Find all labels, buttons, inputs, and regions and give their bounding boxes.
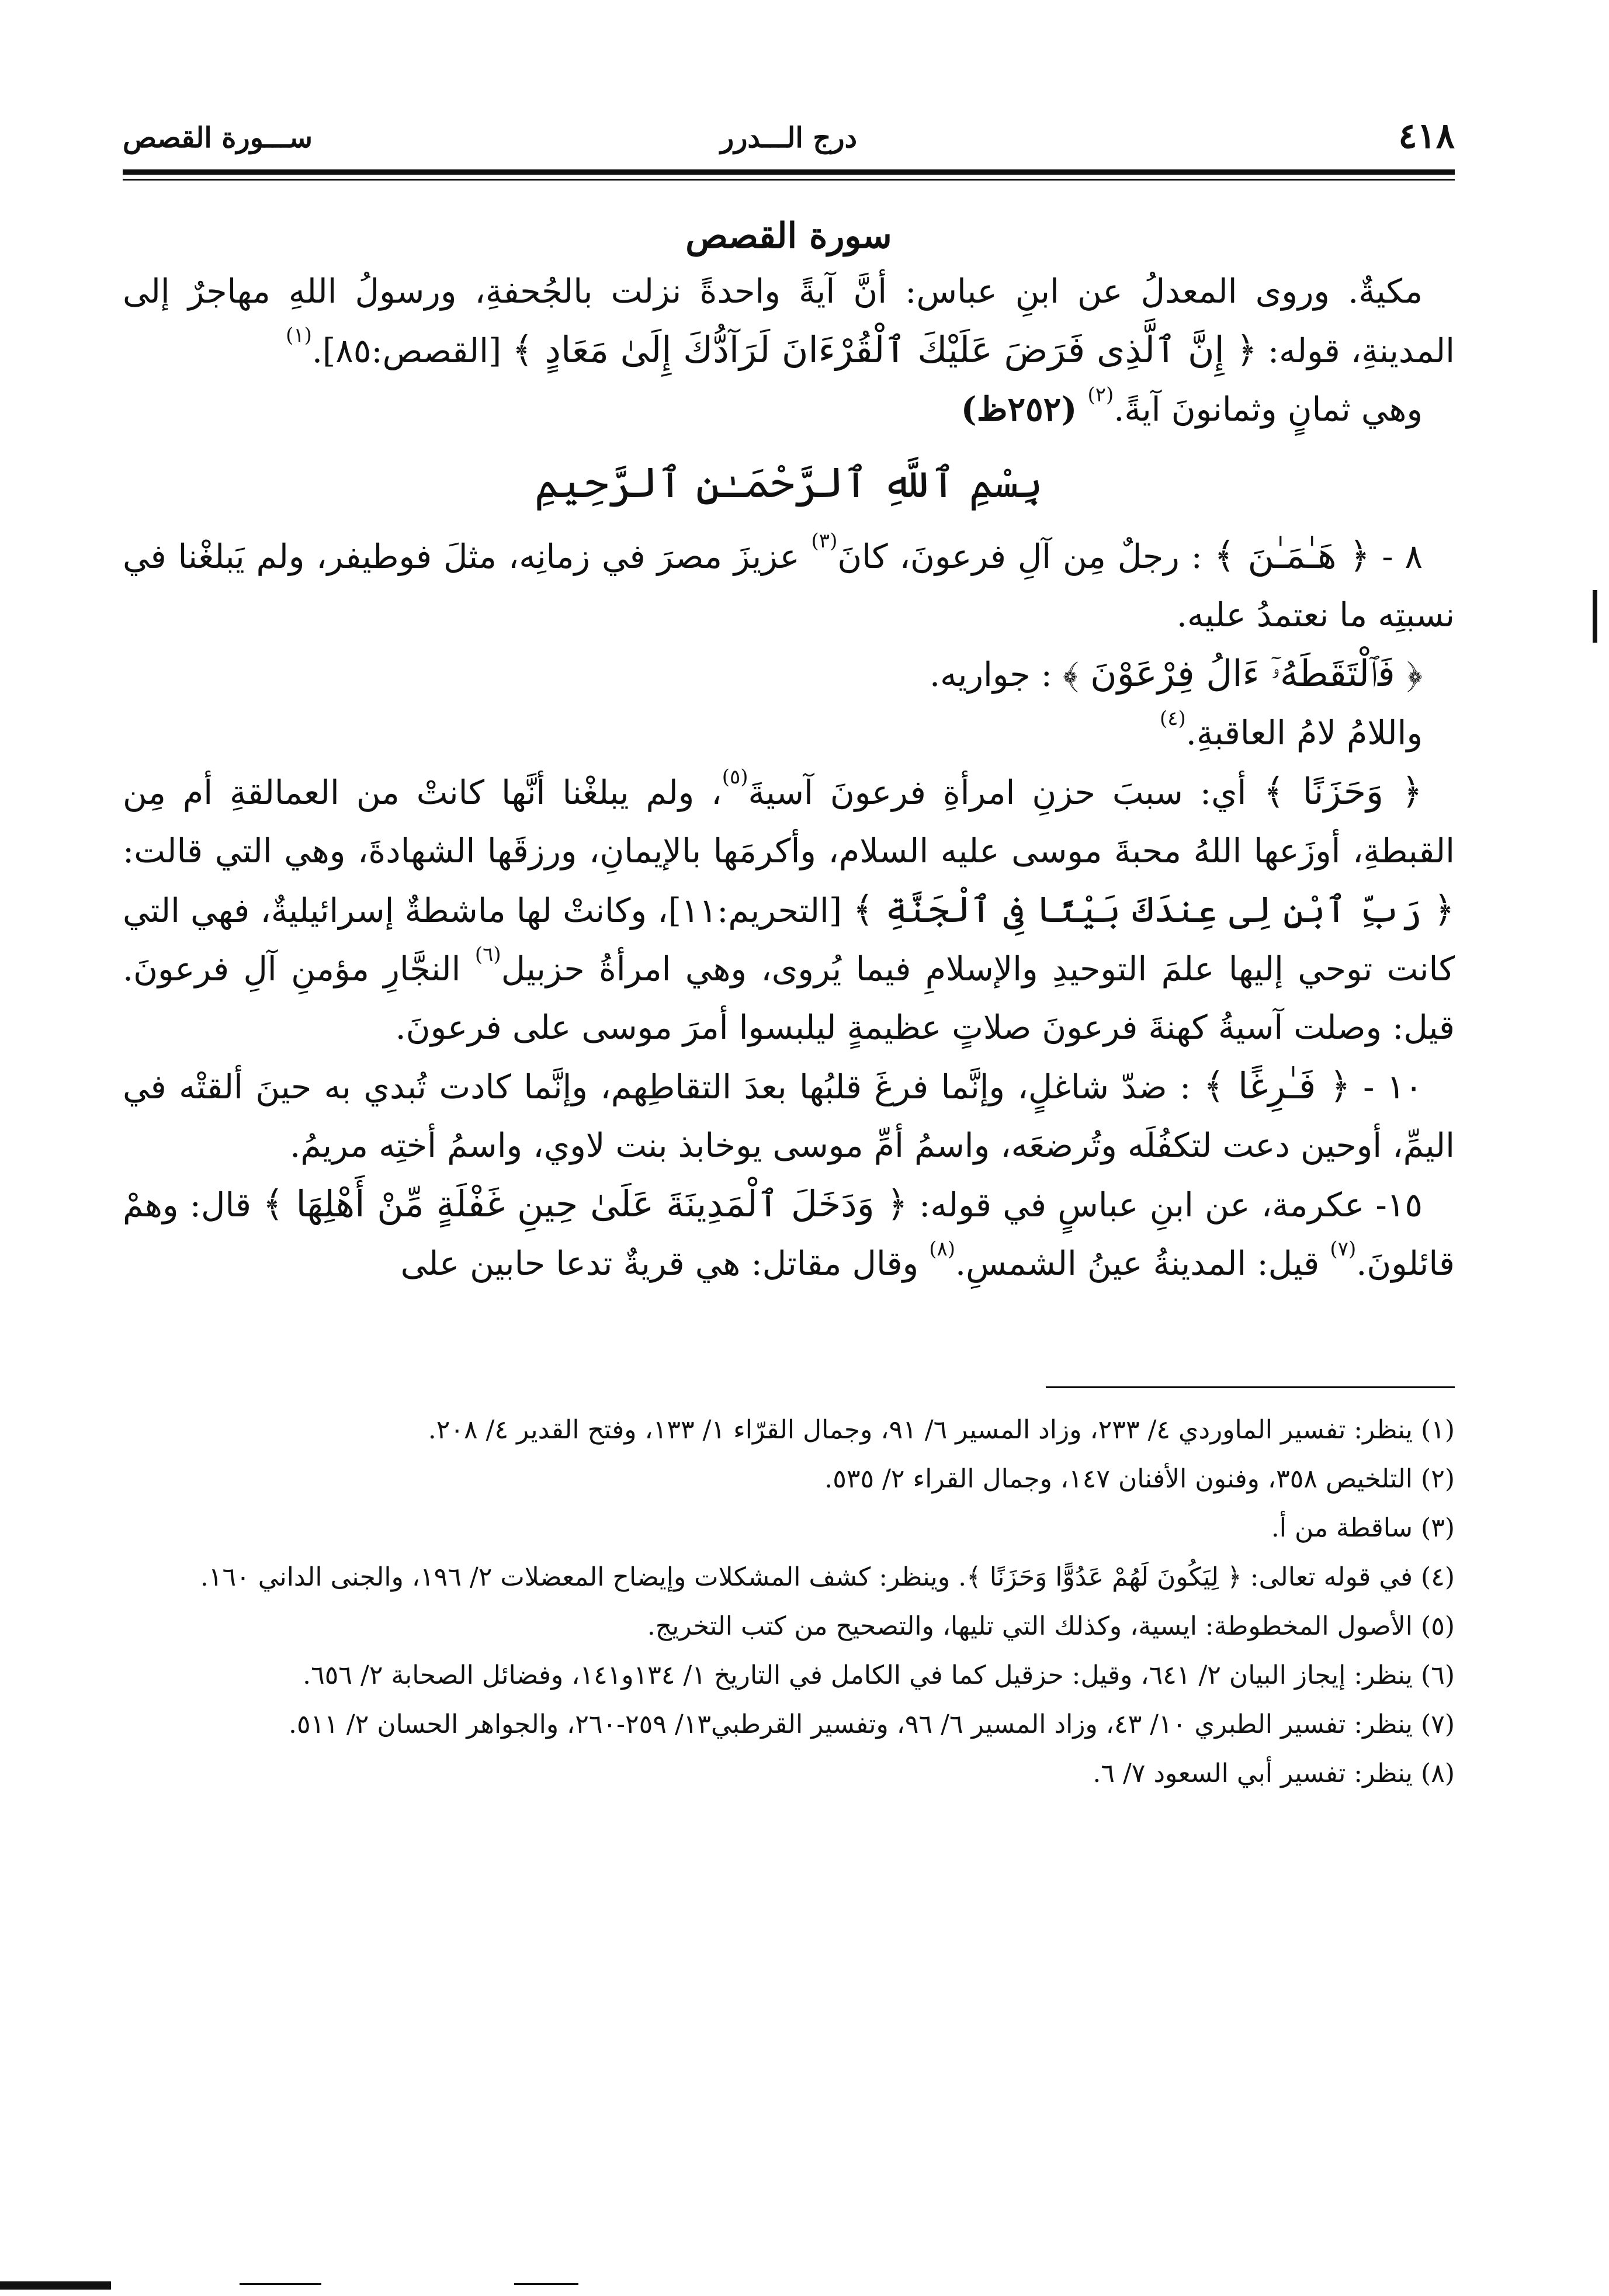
verse-15-text-c: قيل: المدينةُ عينُ الشمسِ.	[955, 1244, 1330, 1283]
footnote-3: (٣) ساقطة من أ.	[1271, 1513, 1455, 1543]
footnote-7: (٧) ينظر: تفسير الطبري ١٠/ ٤٣، وزاد المسير ٦/ ٩٦، وتفسير القرطبي١٣/ ٢٥٩-٢٦٠، والجواهر الحسان ٢/ ٥١١.	[289, 1709, 1455, 1739]
verse-8d-text-b: ، ولم يبلغْنا أنَّها كانتْ من العمالقةِ أم مِن القبطةِ، أوزَعها اللهُ محبةَ موسى عليه السلام، وأكرمَها بالإيمانِ، ورزقَها الشهادةَ، وهي التي قالت:	[123, 774, 1455, 870]
surah-title: سورة القصص	[685, 216, 892, 256]
verse-15-paragraph	[123, 1175, 1455, 1293]
verse-8-text-b: عزيزَ مصرَ في زمانِه، مثلَ فوطيفر، ولم يَبلغْنا في نسبتِه ما نعتمدُ عليه.	[123, 537, 1455, 634]
verse-8d-text-c: [التحريم:١١]، وكانتْ لها ماشطةٌ إسرائيليةٌ، فهي التي كانت توحي إليها علمَ التوحيدِ والإسلامِ فيما يُروى، وهي امرأةُ حزبيل	[123, 892, 1455, 989]
scan-edge-mark-bottom-left	[0, 2281, 111, 2290]
footnote-ref-4: (٤)	[1159, 707, 1186, 730]
verse-15-text-d: وقال مقاتل: هي قريةٌ تدعا حابين على	[400, 1244, 930, 1283]
verse-8b-text: : جواريه.	[929, 655, 1063, 694]
quran-quote-dakhala-almadina: ﴿ وَدَخَلَ ٱلْمَدِينَةَ عَلَىٰ حِينِ غَفْلَةٍ مِّنْ أَهْلِهَا ﴾	[262, 1182, 908, 1225]
footnote-2: (٢) التلخيص ٣٥٨، وفنون الأفنان ١٤٧، وجمال القراء ٢/ ٥٣٥.	[824, 1464, 1455, 1494]
quran-quote-farighan: ﴿ فَـٰرِغًا ﴾	[1203, 1064, 1351, 1107]
footnote-separator	[1046, 1386, 1455, 1388]
book-title: درج الـــدرر	[720, 122, 857, 154]
page-number: ٤١٨	[1398, 116, 1455, 157]
verse-8c-paragraph	[123, 704, 1455, 762]
footnote-ref-3: (٣)	[811, 529, 838, 553]
quran-quote-haman: ﴿ هَـٰمَـٰنَ ﴾	[1213, 534, 1371, 577]
footnote-8: (٨) ينظر: تفسير أبي السعود ٧/ ٦.	[1093, 1759, 1455, 1788]
verse-8d-text-a: أي: سببَ حزنِ امرأةِ فرعونَ آسيةَ	[748, 774, 1264, 812]
running-header	[123, 111, 1455, 169]
page	[123, 111, 1455, 2226]
footnote-4: (٤) في قوله تعالى: ﴿ لِيَكُونَ لَهُمْ عَدُوًّا وَحَزَنًا ﴾. وينظر: كشف المشكلات وإيضاح المعضلات ٢/ ١٩٦، والجنى الداني ١٦٠.	[200, 1562, 1455, 1592]
verse-8-paragraph	[123, 526, 1455, 644]
verse-15-text-a: عكرمة، عن ابنِ عباسٍ في قوله:	[907, 1186, 1365, 1225]
verse-15-number: ١٥-	[1364, 1186, 1423, 1225]
footnote-ref-5: (٥)	[722, 765, 748, 789]
verse-10-text: : ضدّ شاغلٍ، وإنَّما فرغَ قلبُها بعدَ التقاطِهم، وإنَّما كادت تُبدي به حينَ ألقتْه في اليمِّ، أوحين دعت لتكفُلَه وتُرضعَه، واسمُ أمِّ موسى يوخابذ بنت لاوي، واسمُ أختِه مريمُ.	[123, 1068, 1455, 1165]
intro-text-1: مكيةٌ. وروى المعدلُ عن ابنِ عباس: أنَّ آيةً واحدةً نزلت بالجُحفةِ، ورسولُ اللهِ مهاجرٌ إلى المدينةِ، قوله:	[123, 272, 1455, 370]
footnote-ref-6: (٦)	[474, 943, 501, 966]
footnote-ref-7: (٧)	[1330, 1237, 1357, 1261]
verse-8d-text-d: النجَّارِ مؤمنِ آلِ فرعونَ. قيل: وصلت آسيةُ كهنةَ فرعونَ صلاتٍ عظيمةٍ ليلبسوا أمرَ موسى على فرعونَ.	[123, 950, 1455, 1047]
verse-8-text-a: : رجلٌ مِن آلِ فرعونَ، كانَ	[837, 537, 1214, 576]
header-rule-thin	[123, 179, 1455, 181]
intro-verse-count	[123, 380, 1455, 439]
quran-quote-qasas-85: ﴿ إِنَّ ٱلَّذِى فَرَضَ عَلَيْكَ ٱلْقُرْءَانَ لَرَآدُّكَ إِلَىٰ مَعَادٍ ﴾	[512, 328, 1257, 371]
quran-quote-iltaqatahu: ﴿ فَٱلْتَقَطَهُۥٓ ءَالُ فِرْعَوْنَ ﴾	[1063, 652, 1423, 695]
verse-8-number: ٨ -	[1370, 537, 1423, 576]
footnote-1: (١) ينظر: تفسير الماوردي ٤/ ٢٣٣، وزاد المسير ٦/ ٩١، وجمال القرّاء ١/ ١٣٣، وفتح القدير ٤/ ٢٠٨.	[428, 1415, 1455, 1445]
basmala: بِسْمِ ٱللَّهِ ٱلرَّحْمَـٰنِ ٱلرَّحِيمِ	[534, 458, 1043, 507]
verse-15-text-b: قال: وهمْ قائلونَ.	[123, 1186, 1455, 1283]
verse-10-number: ١٠ -	[1350, 1068, 1423, 1107]
verse-8d-paragraph	[123, 762, 1455, 1057]
surah-name-header: ســـورة القصص	[123, 122, 313, 154]
footnote-6: (٦) ينظر: إيجاز البيان ٢/ ٦٤١، وقيل: حزقيل كما في الكامل في التاريخ ١/ ١٣٤و١٤١، وفضائل الصحابة ٢/ ٦٥٦.	[303, 1660, 1455, 1690]
footnotes	[123, 1406, 1455, 1798]
quran-quote-hazanan: ﴿ وَحَزَنًا ﴾	[1263, 770, 1423, 813]
folio-mark: (٢٥٢ظ)	[960, 390, 1077, 429]
main-text	[123, 262, 1455, 1293]
footnote-ref-2: (٢)	[1087, 383, 1114, 407]
verse-10-paragraph	[123, 1057, 1455, 1175]
scan-edge-line-bottom-1	[240, 2283, 321, 2285]
footnote-ref-8: (٨)	[929, 1237, 956, 1261]
scan-edge-mark-right	[1593, 590, 1597, 643]
footnote-5: (٥) الأصول المخطوطة: ايسية، وكذلك التي تليها، والتصحيح من كتب التخريج.	[647, 1611, 1455, 1641]
verse-8c-text: واللامُ لامُ العاقبةِ.	[1185, 714, 1423, 752]
intro-ref-1: [القصص:٨٥].	[311, 332, 512, 370]
quran-quote-tahrim-11: ﴿ رَبِّ ٱبْنِ لِى عِندَكَ بَيْتًا فِى ٱلْجَنَّةِ ﴾	[852, 888, 1455, 931]
footnote-ref-1: (١)	[286, 324, 312, 347]
scan-edge-line-bottom-2	[514, 2283, 578, 2285]
header-rule-thick	[123, 169, 1455, 175]
intro-paragraph	[123, 262, 1455, 380]
intro-text-2: وهي ثمانٍ وثمانونَ آيةً.	[1114, 390, 1423, 429]
verse-8b-paragraph	[123, 644, 1455, 704]
